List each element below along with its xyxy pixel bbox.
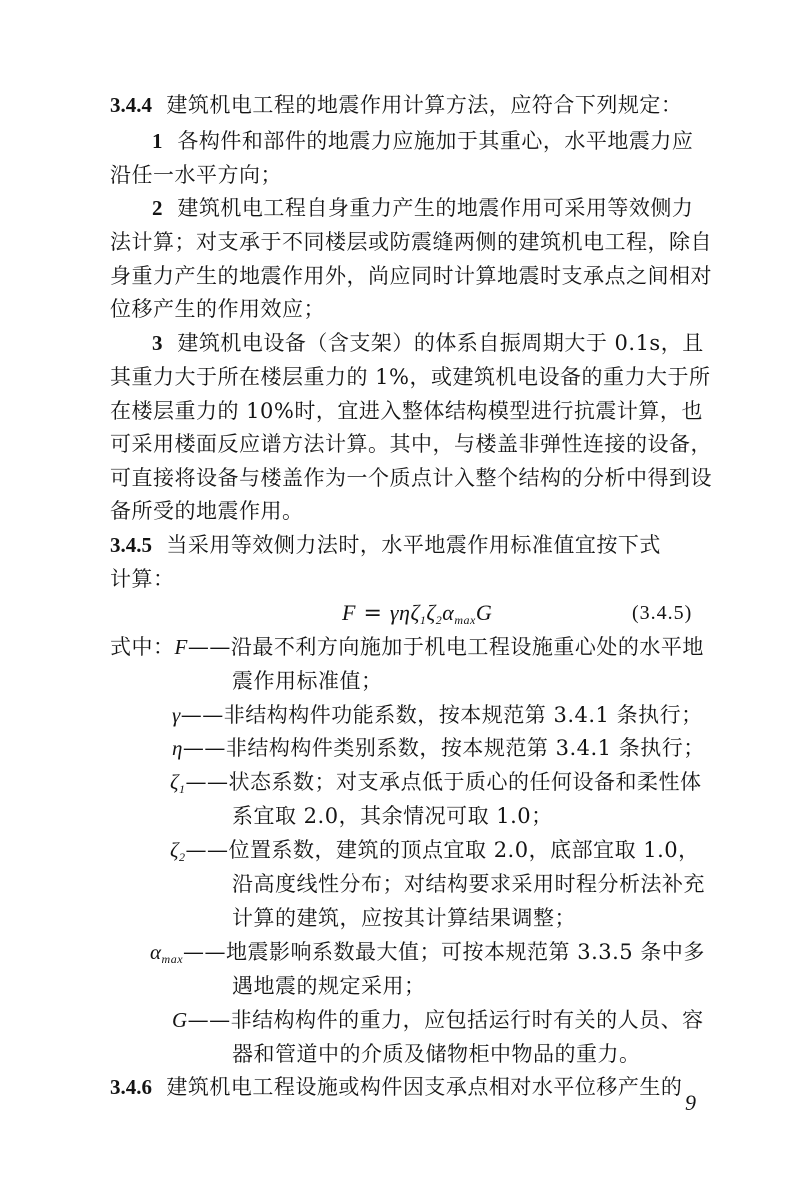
formula-sub-max: max — [454, 613, 476, 627]
def-text: 沿最不利方向施加于机电工程设施重心处的水平地 — [230, 635, 704, 659]
symbol-G: G — [172, 1008, 188, 1032]
symbol-alpha: α — [150, 940, 162, 964]
def-zeta2-line-2: 沿高度线性分布；对结构要求采用时程分析法补充 — [232, 872, 705, 896]
dash: —— — [185, 770, 229, 794]
symbol-sub: 1 — [179, 782, 186, 796]
where-label: 式中： — [110, 635, 175, 659]
def-zeta1-line-2: 系宜取 2.0，其余情况可取 1.0； — [232, 804, 553, 828]
def-eta — [172, 733, 705, 763]
item-number: 3 — [152, 331, 163, 355]
dash: —— — [183, 940, 227, 964]
def-alpha-max-line-2: 遇地震的规定采用； — [232, 974, 426, 998]
page-number: 9 — [685, 1090, 696, 1115]
symbol-zeta: ζ — [170, 770, 180, 794]
item-3-line-6: 备所受的地震作用。 — [110, 499, 304, 523]
formula-sub-2: 2 — [435, 613, 443, 627]
clause-title: 建筑机电工程的地震作用计算方法，应符合下列规定： — [166, 93, 683, 117]
clause-number: 3.4.4 — [110, 93, 152, 117]
symbol-zeta: ζ — [170, 838, 180, 862]
def-F-line-2: 震作用标准值； — [232, 669, 383, 693]
equation-number: (3.4.5) — [632, 602, 693, 624]
item-1-line-1 — [152, 126, 693, 156]
dash: —— — [187, 635, 231, 659]
clause-text: 建筑机电工程设施或构件因支承点相对水平位移产生的 — [166, 1075, 683, 1099]
symbol-F: F — [174, 635, 188, 659]
clause-number: 3.4.5 — [110, 533, 152, 557]
clause-3-4-4-heading — [110, 90, 682, 120]
dash: —— — [182, 736, 226, 760]
item-number: 1 — [152, 129, 163, 153]
symbol-sub: 2 — [179, 850, 186, 864]
formula-sub-1: 1 — [419, 613, 427, 627]
def-text: 非结构构件类别系数，按本规范第 3.4.1 条执行； — [225, 736, 705, 760]
symbol-eta: η — [172, 736, 183, 760]
item-2-line-3: 身重力产生的地震作用外，尚应同时计算地震时支承点之间相对 — [110, 264, 712, 288]
item-3-line-4: 可采用楼面反应谱方法计算。其中，与楼盖非弹性连接的设备， — [110, 432, 712, 456]
item-2-line-2: 法计算；对支承于不同楼层或防震缝两侧的建筑机电工程，除自 — [110, 230, 712, 254]
item-3-line-1 — [152, 328, 704, 358]
item-3-line-3: 在楼层重力的 10%时，宜进入整体结构模型进行抗震计算，也 — [110, 399, 703, 423]
symbol-sub: max — [161, 952, 184, 966]
def-text: 状态系数；对支承点低于质心的任何设备和柔性体 — [228, 770, 702, 794]
dash: —— — [180, 703, 224, 727]
def-zeta2-line-3: 计算的建筑，应按其计算结果调整； — [232, 906, 576, 930]
dash: —— — [185, 838, 229, 862]
def-G — [172, 1005, 704, 1035]
formula-lhs: F — [342, 600, 356, 625]
clause-3-4-5-heading — [110, 530, 661, 560]
def-text: 地震影响系数最大值；可按本规范第 3.3.5 条中多 — [226, 940, 705, 964]
item-2-line-4: 位移产生的作用效应； — [110, 297, 325, 321]
clause-3-4-6-heading — [110, 1072, 682, 1102]
formula-equals: = — [363, 601, 383, 626]
item-text: 各构件和部件的地震力应施加于其重心，水平地震力应 — [177, 129, 694, 153]
formula-term-gamma-eta-zeta: γηζ — [389, 600, 420, 625]
def-G-line-2: 器和管道中的介质及储物柜中物品的重力。 — [232, 1042, 641, 1066]
formula-3-4-5 — [342, 598, 492, 629]
clause-text: 当采用等效侧力法时，水平地震作用标准值宜按下式 — [166, 533, 661, 557]
item-number: 2 — [152, 196, 163, 220]
def-F — [110, 632, 704, 662]
def-text: 非结构构件功能系数，按本规范第 3.4.1 条执行； — [223, 703, 703, 727]
item-3-line-5: 可直接将设备与楼盖作为一个质点计入整个结构的分析中得到设 — [110, 466, 712, 490]
item-3-line-2: 其重力大于所在楼层重力的 1%，或建筑机电设备的重力大于所 — [110, 365, 711, 389]
def-zeta1 — [170, 767, 702, 797]
def-gamma — [172, 700, 703, 730]
formula-term-g: G — [475, 600, 493, 625]
clause-3-4-5-line-2: 计算： — [110, 567, 175, 591]
item-text: 建筑机电工程自身重力产生的地震作用可采用等效侧力 — [177, 196, 694, 220]
formula-term-zeta: ζ — [426, 600, 436, 625]
def-zeta2 — [170, 835, 700, 865]
def-alpha-max — [150, 937, 705, 967]
clause-number: 3.4.6 — [110, 1075, 152, 1099]
def-text: 非结构构件的重力，应包括运行时有关的人员、容 — [230, 1008, 704, 1032]
formula-term-alpha: α — [442, 600, 455, 625]
item-2-line-1 — [152, 193, 693, 223]
def-text: 位置系数，建筑的顶点宜取 2.0，底部宜取 1.0， — [228, 838, 700, 862]
item-1-line-2: 沿任一水平方向； — [110, 163, 282, 187]
item-text: 建筑机电设备（含支架）的体系自振周期大于 0.1s，且 — [177, 331, 704, 355]
dash: —— — [187, 1008, 231, 1032]
symbol-gamma: γ — [172, 703, 181, 727]
